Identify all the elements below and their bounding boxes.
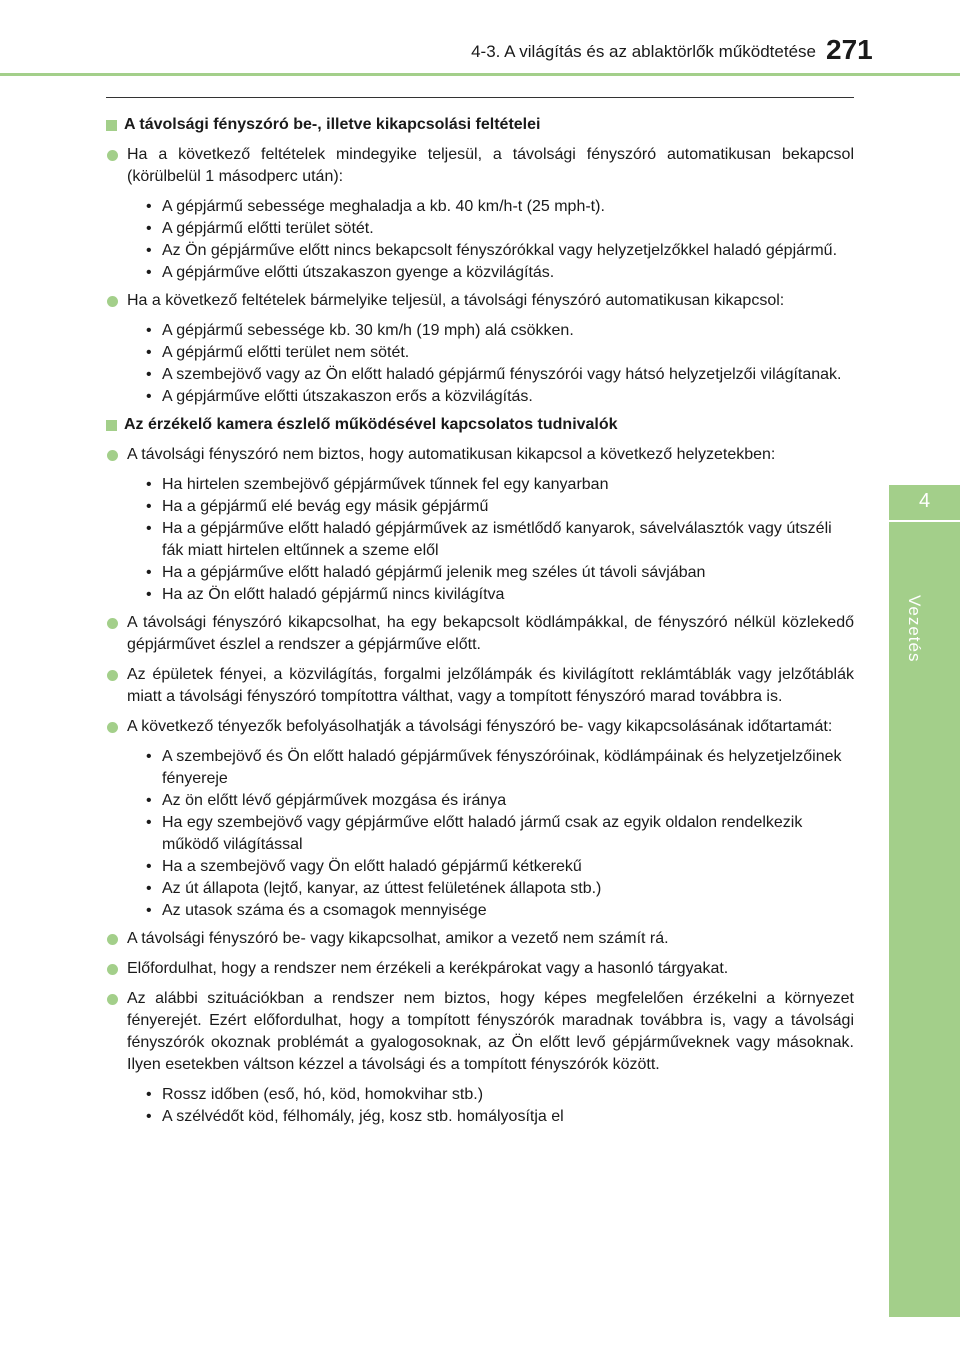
bullet-paragraph: Az épületek fényei, a közvilágítás, forgalmi jelzőlámpák és kivilágított reklámtáblák vagy jelzőtáblák miatt a távolsági fényszóró tompítottra válthat, vagy a tompított fényszóró marad továbbra is. xyxy=(106,664,854,708)
sub-list-item: • Ha egy szembejövő vagy gépjárműve előtt haladó jármű csak az egyik oldalon rendelkezik működő világítással xyxy=(146,812,854,856)
sub-list-item: • Az út állapota (lejtő, kanyar, az úttest felületének állapota stb.) xyxy=(146,878,854,900)
sub-list-item: • A szélvédőt köd, félhomály, jég, kosz stb. homályosítja el xyxy=(146,1106,854,1128)
section-title: A távolsági fényszóró be-, illetve kikapcsolási feltételei xyxy=(106,114,854,136)
sub-list-item: • Ha az Ön előtt haladó gépjármű nincs kivilágítva xyxy=(146,584,854,606)
sub-list-item: • Az Ön gépjárműve előtt nincs bekapcsolt fényszórókkal vagy helyzetjelzőkkel haladó gépjármű. xyxy=(146,240,854,262)
sub-list-item: • Az utasok száma és a csomagok mennyisége xyxy=(146,900,854,922)
sub-list xyxy=(106,1084,854,1128)
sub-list-item: • Az ön előtt lévő gépjárművek mozgása és iránya xyxy=(146,790,854,812)
page-content xyxy=(106,110,854,1134)
side-tab-number: 4 xyxy=(918,490,931,512)
sub-list-item: • A gépjárműve előtti útszakaszon erős a közvilágítás. xyxy=(146,386,854,408)
page-number: 271 xyxy=(826,34,873,65)
side-tab-label: Vezetés xyxy=(905,595,924,663)
content-top-rule xyxy=(106,97,854,98)
bullet-paragraph: A következő tényezők befolyásolhatják a távolsági fényszóró be- vagy kikapcsolásának időtartamát: xyxy=(106,716,854,738)
sub-list xyxy=(106,474,854,606)
bullet-paragraph: Ha a következő feltételek bármelyike teljesül, a távolsági fényszóró automatikusan kikapcsol: xyxy=(106,290,854,312)
sub-list-item: • A gépjármű sebessége kb. 30 km/h (19 mph) alá csökken. xyxy=(146,320,854,342)
bullet-paragraph: A távolsági fényszóró nem biztos, hogy automatikusan kikapcsol a következő helyzetekben: xyxy=(106,444,854,466)
sub-list-item: • A gépjármű sebessége meghaladja a kb. 40 km/h-t (25 mph-t). xyxy=(146,196,854,218)
bullet-paragraph: Előfordulhat, hogy a rendszer nem érzékeli a kerékpárokat vagy a hasonló tárgyakat. xyxy=(106,958,854,980)
sub-list-item: • Ha a szembejövő vagy Ön előtt haladó gépjármű kétkerekű xyxy=(146,856,854,878)
sub-list xyxy=(106,196,854,284)
sub-list-item: • A gépjármű előtti terület sötét. xyxy=(146,218,854,240)
sub-list-item: • Ha hirtelen szembejövő gépjárművek tűnnek fel egy kanyarban xyxy=(146,474,854,496)
sub-list xyxy=(106,320,854,408)
header-rule xyxy=(0,73,960,76)
chapter-side-tab xyxy=(889,485,960,1317)
sub-list-item: • Ha a gépjárműve előtt haladó gépjármű jelenik meg széles út távoli sávjában xyxy=(146,562,854,584)
sub-list xyxy=(106,746,854,922)
sub-list-item: • Ha a gépjárműve előtt haladó gépjárművek az ismétlődő kanyarok, sávelválasztók vagy útszéli fák miatt hirtelen eltűnnek a szeme elől xyxy=(146,518,854,562)
sub-list-item: • A gépjárműve előtti útszakaszon gyenge a közvilágítás. xyxy=(146,262,854,284)
bullet-paragraph: Az alábbi szituációkban a rendszer nem biztos, hogy képes megfelelően érzékelni a környezet fényerejét. Ezért előfordulhat, hogy a tompított fényszórók maradnak továbbra is, vagy a távolsági fényszórók okoznak problémát a gyalogosoknak, az Ön előtt levő gépjárműveknek vagy másoknak. Ilyen esetekben váltson kézzel a távolsági és a tompított fényszórók között. xyxy=(106,988,854,1076)
sub-list-item: • A szembejövő vagy az Ön előtt haladó gépjármű fényszórói vagy hátsó helyzetjelzői világítanak. xyxy=(146,364,854,386)
section-title: Az érzékelő kamera észlelő működésével kapcsolatos tudnivalók xyxy=(106,414,854,436)
bullet-paragraph: A távolsági fényszóró kikapcsolhat, ha egy bekapcsolt ködlámpákkal, de fényszóró nélkül közlekedő gépjárművet észlel a rendszer a gépjárműve előtt. xyxy=(106,612,854,656)
chapter-title: 4-3. A világítás és az ablaktörlők működtetése xyxy=(471,42,816,61)
sub-list-item: • Ha a gépjármű elé bevág egy másik gépjármű xyxy=(146,496,854,518)
bullet-paragraph: A távolsági fényszóró be- vagy kikapcsolhat, amikor a vezető nem számít rá. xyxy=(106,928,854,950)
sub-list-item: • Rossz időben (eső, hó, köd, homokvihar stb.) xyxy=(146,1084,854,1106)
side-tab-divider xyxy=(889,520,960,522)
sub-list-item: • A gépjármű előtti terület nem sötét. xyxy=(146,342,854,364)
bullet-paragraph: Ha a következő feltételek mindegyike teljesül, a távolsági fényszóró automatikusan bekapcsol (körülbelül 1 másodperc után): xyxy=(106,144,854,188)
sub-list-item: • A szembejövő és Ön előtt haladó gépjárművek fényszóróinak, ködlámpáinak és helyzetjelzőinek fényereje xyxy=(146,746,854,790)
